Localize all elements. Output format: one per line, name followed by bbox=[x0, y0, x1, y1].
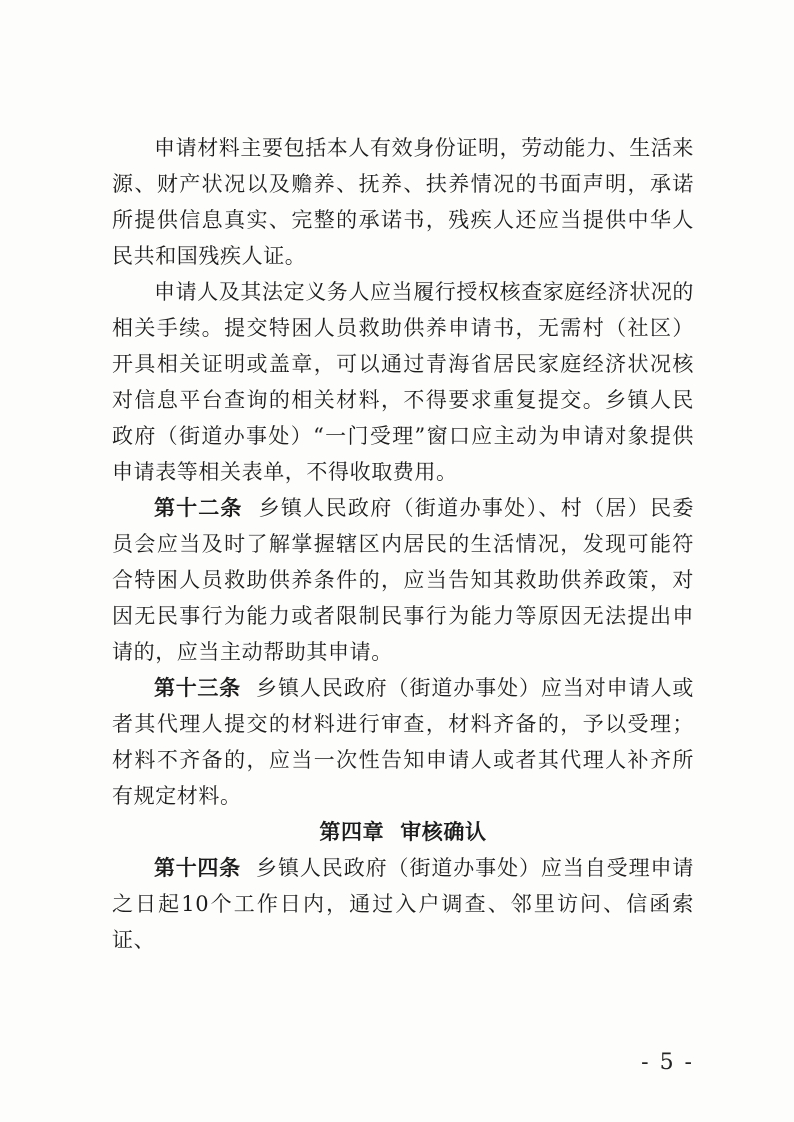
paragraph-text: 申请人及其法定义务人应当履行授权核查家庭经济状况的相关手续。提交特困人员救助供养申请书，无需村（社区）开具相关证明或盖章，可以通过青海省居民家庭经济状况核对信息平台查询的相关材料，不得要求重复提交。乡镇人民政府（街道办事处）“一门受理”窗口应主动为申请对象提供申请表等相关表单，不得收取费用。 bbox=[112, 280, 694, 484]
paragraph-article-13 bbox=[112, 670, 694, 814]
paragraph-text: 申请材料主要包括本人有效身份证明，劳动能力、生活来源、财产状况以及赡养、抚养、扶养情况的书面声明，承诺所提供信息真实、完整的承诺书，残疾人还应当提供中华人民共和国残疾人证。 bbox=[112, 136, 694, 268]
paragraph-article-12 bbox=[112, 490, 694, 670]
paragraph-authorization bbox=[112, 274, 694, 490]
chapter-number: 第四章 bbox=[319, 820, 385, 844]
page-number: - 5 - bbox=[641, 1050, 694, 1075]
chapter-heading bbox=[112, 814, 694, 850]
article-13-heading: 第十三条 bbox=[154, 676, 241, 700]
article-14-heading: 第十四条 bbox=[154, 856, 241, 880]
chapter-title: 审核确认 bbox=[400, 820, 487, 844]
paragraph-application-materials bbox=[112, 130, 694, 274]
article-12-heading: 第十二条 bbox=[154, 496, 243, 520]
document-body bbox=[112, 130, 694, 958]
paragraph-text: 乡镇人民政府（街道办事处）应当对申请人或者其代理人提交的材料进行审查，材料齐备的，予以受理；材料不齐备的，应当一次性告知申请人或者其代理人补齐所有规定材料。 bbox=[112, 676, 694, 808]
paragraph-article-14 bbox=[112, 850, 694, 958]
paragraph-text: 乡镇人民政府（街道办事处）、村（居）民委员会应当及时了解掌握辖区内居民的生活情况，发现可能符合特困人员救助供养条件的，应当告知其救助供养政策，对因无民事行为能力或者限制民事行为能力等原因无法提出申请的，应当主动帮助其申请。 bbox=[112, 496, 695, 664]
paragraph-text: 乡镇人民政府（街道办事处）应当自受理申请之日起10个工作日内，通过入户调查、邻里访问、信函索证、 bbox=[112, 856, 694, 952]
